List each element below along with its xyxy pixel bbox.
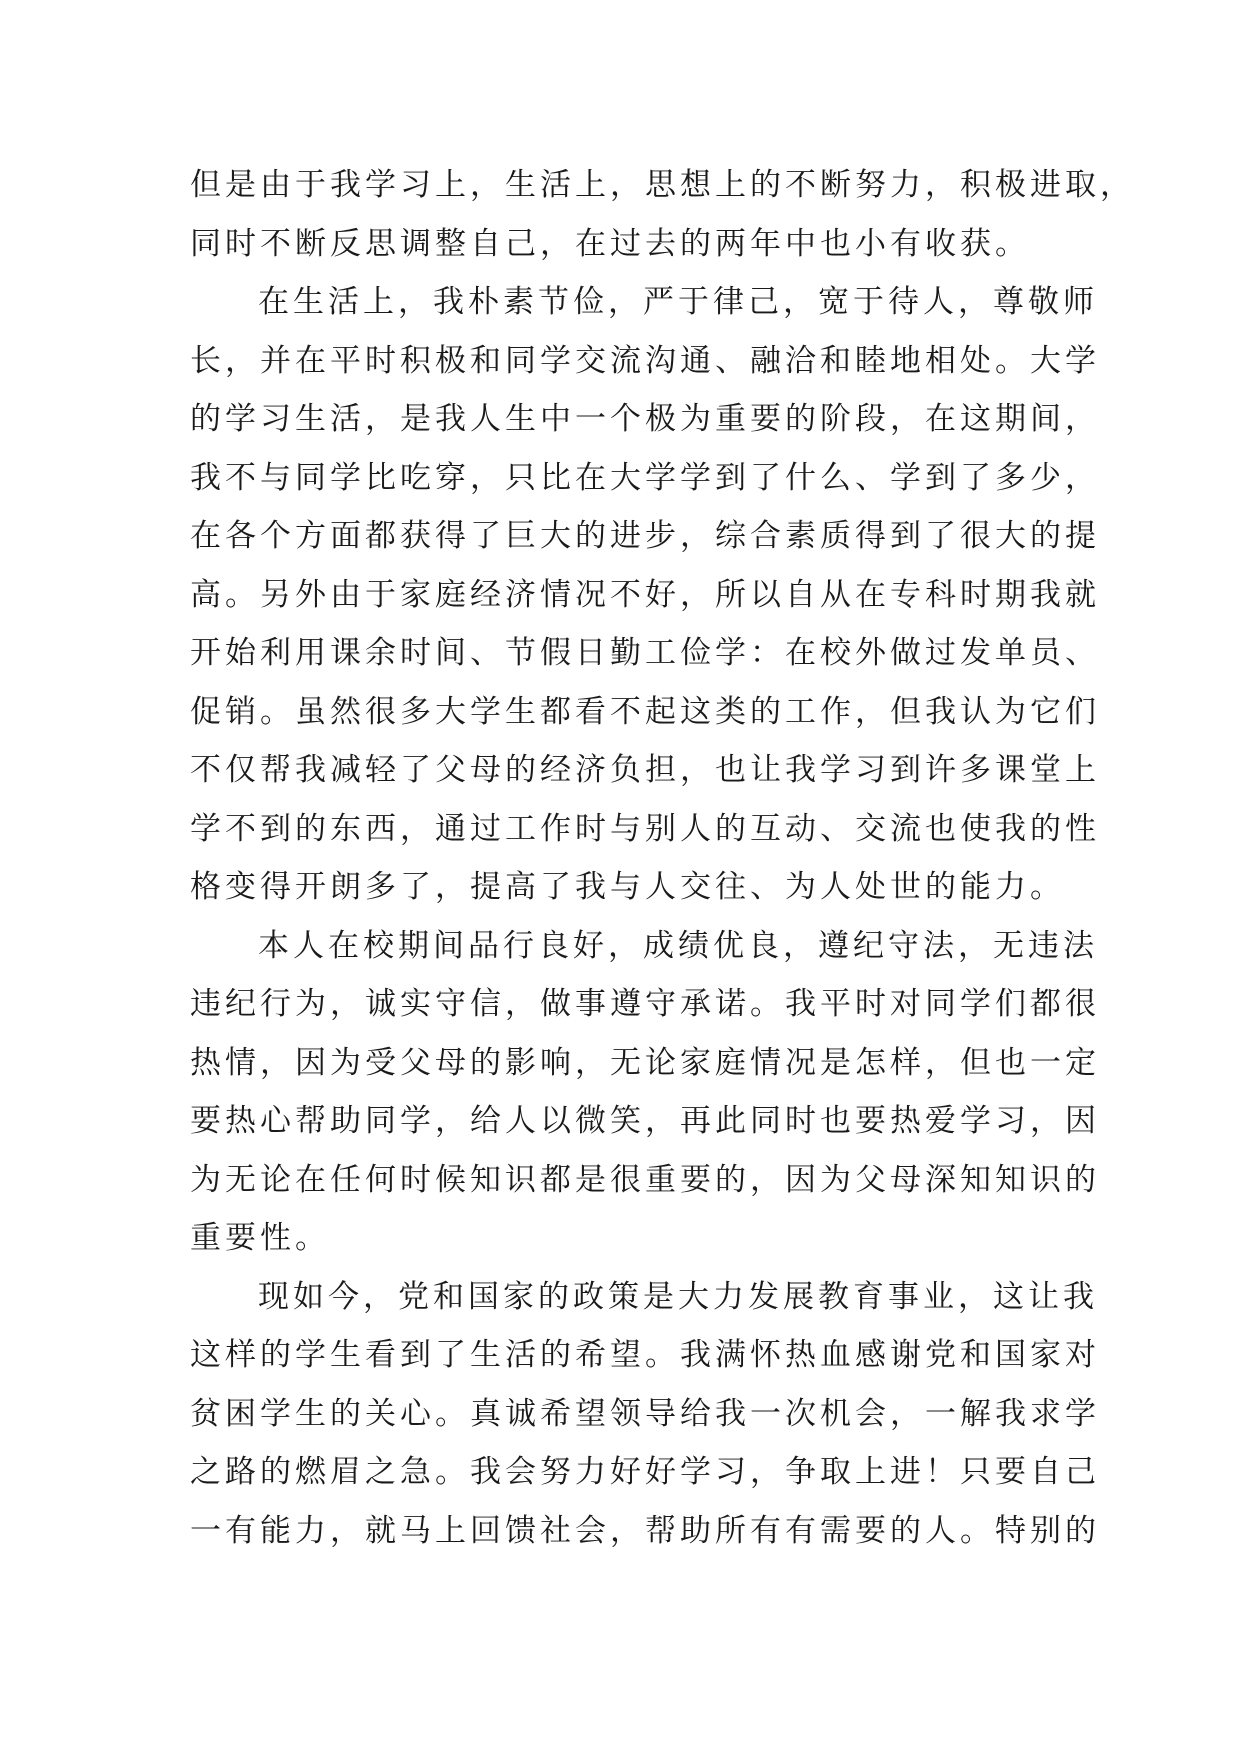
text-line: 违纪行为，诚实守信，做事遵守承诺。我平时对同学们都很: [190, 986, 1100, 1022]
text-line: 一有能力，就马上回馈社会，帮助所有有需要的人。特别的: [190, 1512, 1100, 1549]
text-line: 但是由于我学习上，生活上，思想上的不断努力，积极进取，: [190, 167, 1135, 203]
text-line: 这样的学生看到了生活的希望。我满怀热血感谢党和国家对: [190, 1337, 1100, 1373]
text-line: 同时不断反思调整自己，在过去的两年中也小有收获。: [190, 225, 1030, 262]
paragraph-start-line: 本人在校期间品行良好，成绩优良，遵纪守法，无违法: [258, 927, 1098, 964]
text-line: 高。另外由于家庭经济情况不好，所以自从在专科时期我就: [190, 576, 1100, 613]
text-line: 促销。虽然很多大学生都看不起这类的工作，但我认为它们: [190, 693, 1100, 730]
text-line: 贫困学生的关心。真诚希望领导给我一次机会，一解我求学: [190, 1395, 1100, 1432]
text-line: 开始利用课余时间、节假日勤工俭学：在校外做过发单员、: [190, 635, 1100, 671]
text-line: 不仅帮我减轻了父母的经济负担，也让我学习到许多课堂上: [190, 752, 1100, 788]
text-line: 为无论在任何时候知识都是很重要的，因为父母深知知识的: [190, 1161, 1100, 1198]
text-line: 的学习生活，是我人生中一个极为重要的阶段，在这期间，: [190, 401, 1100, 437]
text-line: 我不与同学比吃穿，只比在大学学到了什么、学到了多少，: [190, 459, 1100, 496]
paragraph-start-line: 在生活上，我朴素节俭，严于律己，宽于待人，尊敬师: [258, 284, 1098, 320]
text-line: 之路的燃眉之急。我会努力好好学习，争取上进！只要自己: [190, 1454, 1100, 1490]
paragraph-start-line: 现如今，党和国家的政策是大力发展教育事业，这让我: [258, 1278, 1098, 1315]
text-line: 格变得开朗多了，提高了我与人交往、为人处世的能力。: [190, 869, 1065, 905]
text-line: 长，并在平时积极和同学交流沟通、融洽和睦地相处。大学: [190, 342, 1100, 379]
text-line: 热情，因为受父母的影响，无论家庭情况是怎样，但也一定: [190, 1044, 1100, 1081]
text-line: 重要性。: [190, 1220, 330, 1256]
text-line: 学不到的东西，通过工作时与别人的互动、交流也使我的性: [190, 810, 1100, 847]
document-body: [190, 156, 1135, 1560]
text-line: 在各个方面都获得了巨大的进步，综合素质得到了很大的提: [190, 518, 1100, 554]
text-line: 要热心帮助同学，给人以微笑，再此同时也要热爱学习，因: [190, 1103, 1100, 1139]
